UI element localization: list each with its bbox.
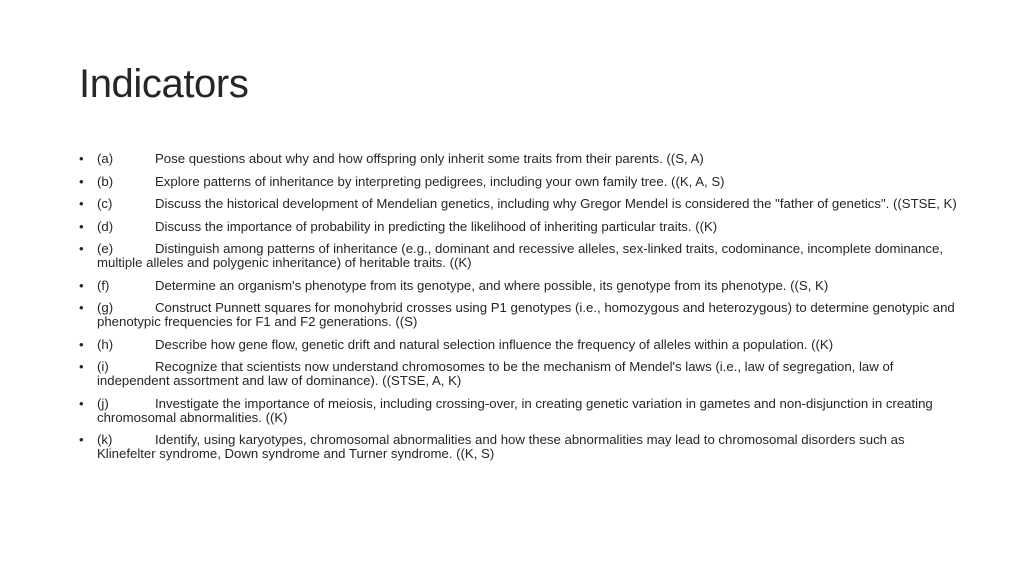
bullet-icon: • (79, 300, 84, 315)
list-item (79, 360, 959, 388)
bullet-icon: • (79, 196, 84, 211)
list-item (79, 220, 959, 234)
indicator-text: Pose questions about why and how offspring only inherit some traits from their parents. ((S, A) (155, 151, 704, 166)
list-item (79, 152, 959, 166)
indicator-code: (j) (97, 395, 109, 411)
bullet-icon: • (79, 218, 84, 234)
indicator-code: (c) (97, 196, 113, 211)
indicator-code: (d) (97, 218, 114, 234)
indicator-code: (k) (97, 432, 113, 447)
indicator-code: (g) (97, 300, 114, 315)
list-item (79, 175, 959, 189)
indicator-text: Identify, using karyotypes, chromosomal abnormalities and how these abnormalities may lead to chromosomal disorders such as Klinefelter syndrome, Down syndrome and Turner syndrome. ((K, S) (97, 432, 905, 461)
list-item (79, 279, 959, 293)
indicator-text: Determine an organism's phenotype from its genotype, and where possible, its genotype from its phenotype. ((S, K) (155, 277, 829, 293)
indicator-text: Discuss the historical development of Mendelian genetics, including why Gregor Mendel is considered the "father of genetics". ((STSE, K) (155, 196, 957, 211)
page-title: Indicators (79, 62, 249, 106)
bullet-icon: • (79, 173, 84, 189)
bullet-icon: • (79, 395, 84, 411)
indicator-code: (h) (97, 336, 114, 352)
indicator-code: (f) (97, 277, 110, 293)
indicator-text: Distinguish among patterns of inheritance (e.g., dominant and recessive alleles, sex-linked traits, codominance, incomplete dominance, multiple alleles and polygenic inheritance) of heritable traits. ((K) (97, 241, 944, 270)
indicator-text: Describe how gene flow, genetic drift and natural selection influence the frequency of alleles within a population. ((K) (155, 336, 834, 352)
indicator-code: (i) (97, 359, 109, 374)
bullet-icon: • (79, 336, 84, 352)
indicator-text: Investigate the importance of meiosis, including crossing-over, in creating genetic variation in gametes and non-disjunction in creating chromosomal abnormalities. ((K) (97, 395, 933, 425)
bullet-icon: • (79, 359, 84, 374)
indicator-text: Construct Punnett squares for monohybrid crosses using P1 genotypes (i.e., homozygous and heterozygous) to determine genotypic and phenotypic frequencies for F1 and F2 generations. ((S) (97, 300, 955, 329)
list-item (79, 197, 959, 211)
indicator-text: Discuss the importance of probability in predicting the likelihood of inheriting particular traits. ((K) (155, 218, 718, 234)
list-item (79, 242, 959, 270)
bullet-icon: • (79, 241, 84, 256)
indicator-code: (a) (97, 151, 114, 166)
list-item (79, 397, 959, 425)
list-item (79, 338, 959, 352)
indicator-text: Recognize that scientists now understand chromosomes to be the mechanism of Mendel's laws (i.e., law of segregation, law of independent assortment and law of dominance). ((STSE, A, K) (97, 359, 894, 388)
list-item (79, 301, 959, 329)
indicator-list (79, 152, 959, 470)
bullet-icon: • (79, 277, 84, 293)
indicator-code: (e) (97, 241, 114, 256)
list-item (79, 433, 959, 461)
bullet-icon: • (79, 432, 84, 447)
bullet-icon: • (79, 151, 84, 166)
indicator-text: Explore patterns of inheritance by interpreting pedigrees, including your own family tree. ((K, A, S) (155, 173, 725, 189)
indicator-code: (b) (97, 173, 114, 189)
